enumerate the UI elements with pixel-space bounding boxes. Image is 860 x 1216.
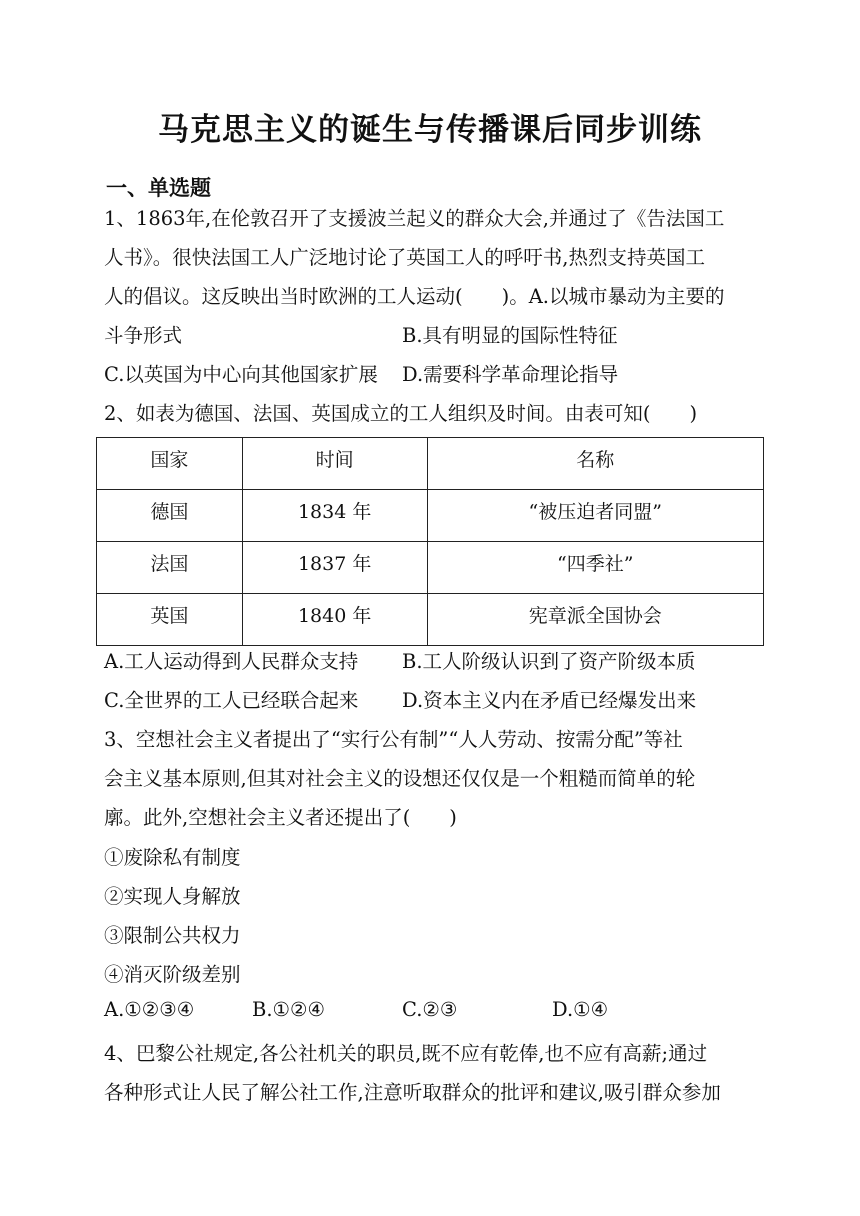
table-cell: “四季社” — [427, 542, 763, 594]
q3-item-2: ②实现人身解放 — [104, 885, 241, 908]
q1-line-1: 1、1863年,在伦敦召开了支援波兰起义的群众大会,并通过了《告法国工 — [104, 207, 725, 230]
table-cell: 1840 年 — [242, 594, 427, 646]
table-header-cell: 名称 — [427, 438, 763, 490]
table-row — [97, 490, 764, 542]
table-cell: 宪章派全国协会 — [427, 594, 763, 646]
table-cell: 1837 年 — [242, 542, 427, 594]
q2-option-d: D.资本主义内在矛盾已经爆发出来 — [402, 689, 697, 712]
q3-line-3: 廓。此外,空想社会主义者还提出了( ) — [104, 806, 457, 829]
q3-item-4: ④消灭阶级差别 — [104, 963, 241, 986]
table-header-row — [97, 438, 764, 490]
q1-option-d: D.需要科学革命理论指导 — [402, 363, 619, 386]
q3-line-2: 会主义基本原则,但其对社会主义的设想还仅仅是一个粗糙而简单的轮 — [104, 767, 696, 790]
table-cell: 英国 — [97, 594, 243, 646]
q3-item-1: ①废除私有制度 — [104, 846, 241, 869]
table-cell: 德国 — [97, 490, 243, 542]
q3-option-a: A.①②③④ — [104, 998, 195, 1021]
q3-option-c: C.②③ — [402, 998, 458, 1021]
table-cell: 1834 年 — [242, 490, 427, 542]
q4-line-1: 4、巴黎公社规定,各公社机关的职员,既不应有乾俸,也不应有高薪;通过 — [104, 1042, 708, 1065]
table-cell: “被压迫者同盟” — [427, 490, 763, 542]
data-table — [96, 437, 764, 646]
q3-item-3: ③限制公共权力 — [104, 924, 241, 947]
q3-option-d: D.①④ — [552, 998, 609, 1021]
q1-line-2: 人书》。很快法国工人广泛地讨论了英国工人的呼吁书,热烈支持英国工 — [104, 246, 705, 269]
document-title: 马克思主义的诞生与传播课后同步训练 — [158, 112, 702, 148]
q1-option-b: B.具有明显的国际性特征 — [402, 324, 618, 347]
table-row — [97, 594, 764, 646]
q1-option-c: C.以英国为中心向其他国家扩展 — [104, 363, 378, 386]
q3-line-1: 3、空想社会主义者提出了“实行公有制”“人人劳动、按需分配”等社 — [104, 728, 683, 751]
table-header-cell: 国家 — [97, 438, 243, 490]
table-row — [97, 542, 764, 594]
q4-line-2: 各种形式让人民了解公社工作,注意听取群众的批评和建议,吸引群众参加 — [104, 1081, 721, 1104]
table-cell: 法国 — [97, 542, 243, 594]
table-header-cell: 时间 — [242, 438, 427, 490]
q2-option-b: B.工人阶级认识到了资产阶级本质 — [402, 650, 696, 673]
q2-stem: 2、如表为德国、法国、英国成立的工人组织及时间。由表可知( ) — [104, 402, 698, 425]
q2-option-c: C.全世界的工人已经联合起来 — [104, 689, 359, 712]
q3-option-b: B.①②④ — [252, 998, 325, 1021]
q1-option-a-tail: 斗争形式 — [104, 324, 183, 347]
q2-option-a: A.工人运动得到人民群众支持 — [104, 650, 359, 673]
section-heading: 一、单选题 — [106, 176, 211, 200]
q1-line-3: 人的倡议。这反映出当时欧洲的工人运动( )。A.以城市暴动为主要的 — [104, 285, 725, 308]
